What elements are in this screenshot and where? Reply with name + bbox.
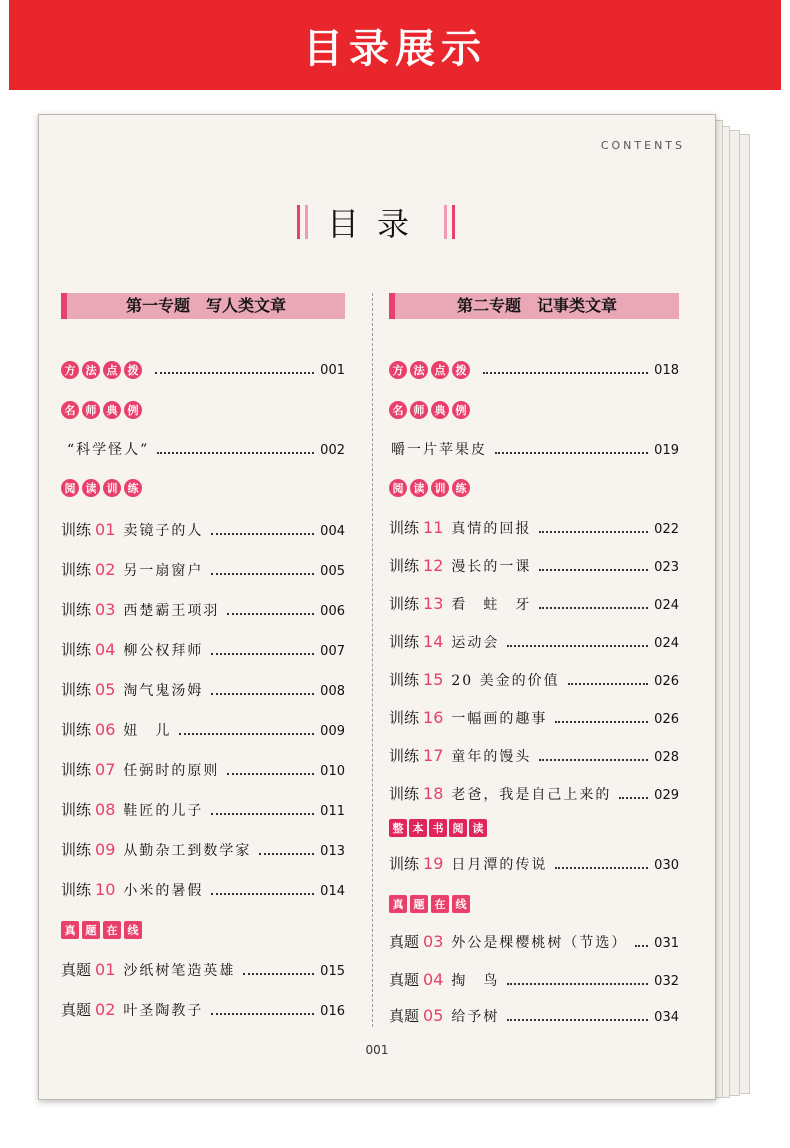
entry-page: 001 bbox=[320, 363, 345, 378]
label-char: 读 bbox=[469, 819, 487, 837]
entry-page: 024 bbox=[654, 636, 679, 651]
leader-dots bbox=[211, 1013, 314, 1015]
entry-title: 任弼时的原则 bbox=[123, 763, 220, 779]
toc-entry[interactable] bbox=[389, 969, 679, 990]
group-label-exam bbox=[61, 921, 142, 939]
entry-number: 02 bbox=[95, 560, 116, 579]
entry-title: 妞 儿 bbox=[123, 723, 172, 739]
entry-title: 卖镜子的人 bbox=[123, 523, 204, 539]
group-label-training bbox=[389, 479, 470, 497]
toc-entry[interactable] bbox=[389, 555, 679, 576]
toc-entry[interactable] bbox=[389, 517, 679, 538]
toc-page bbox=[38, 114, 716, 1100]
entry-title: 鞋匠的儿子 bbox=[123, 803, 204, 819]
toc-heading bbox=[39, 199, 715, 245]
leader-dots bbox=[507, 1019, 648, 1021]
label-char: 线 bbox=[124, 921, 142, 939]
entry-title: 淘气鬼汤姆 bbox=[123, 683, 204, 699]
entry-page: 006 bbox=[320, 604, 345, 619]
label-char: 点 bbox=[431, 361, 449, 379]
column-divider bbox=[372, 293, 373, 1027]
entry-number: 15 bbox=[423, 670, 444, 689]
entry-number: 10 bbox=[95, 880, 116, 899]
leader-dots bbox=[507, 645, 648, 647]
entry-kind: 训练 bbox=[61, 801, 92, 819]
toc-entry[interactable] bbox=[147, 363, 345, 378]
group-label-example bbox=[389, 401, 470, 419]
toc-entry[interactable] bbox=[61, 839, 345, 860]
label-char: 方 bbox=[61, 361, 79, 379]
label-char: 阅 bbox=[389, 479, 407, 497]
label-char: 整 bbox=[389, 819, 407, 837]
entry-title: 沙纸树笔造英雄 bbox=[123, 963, 236, 979]
label-char: 读 bbox=[82, 479, 100, 497]
entry-page: 031 bbox=[654, 936, 679, 951]
toc-entry[interactable] bbox=[61, 559, 345, 580]
entry-page: 022 bbox=[654, 522, 679, 537]
toc-entry[interactable] bbox=[61, 999, 345, 1020]
entry-number: 17 bbox=[423, 746, 444, 765]
entry-title: 漫长的一课 bbox=[451, 559, 532, 575]
entry-kind: 训练 bbox=[61, 761, 92, 779]
toc-entry[interactable] bbox=[389, 1005, 679, 1026]
label-char: 真 bbox=[61, 921, 79, 939]
leader-dots bbox=[211, 813, 314, 815]
entry-number: 09 bbox=[95, 840, 116, 859]
label-char: 真 bbox=[389, 895, 407, 913]
leader-dots bbox=[227, 613, 314, 615]
toc-entry[interactable] bbox=[389, 853, 679, 874]
entry-kind: 真题 bbox=[61, 1001, 92, 1019]
label-char: 题 bbox=[82, 921, 100, 939]
entry-kind: 训练 bbox=[389, 595, 420, 613]
label-char: 名 bbox=[389, 401, 407, 419]
label-char: 在 bbox=[431, 895, 449, 913]
entry-kind: 训练 bbox=[61, 561, 92, 579]
label-char: 法 bbox=[410, 361, 428, 379]
leader-dots bbox=[507, 983, 648, 985]
entry-kind: 训练 bbox=[389, 855, 420, 873]
entry-kind: 真题 bbox=[389, 1007, 420, 1025]
entry-title: 运动会 bbox=[451, 635, 500, 651]
entry-page: 032 bbox=[654, 974, 679, 989]
leader-dots bbox=[259, 853, 314, 855]
toc-entry[interactable] bbox=[389, 669, 679, 690]
entry-page: 030 bbox=[654, 858, 679, 873]
toc-entry[interactable] bbox=[61, 959, 345, 980]
group-label-method bbox=[61, 361, 142, 379]
entry-title: 柳公权拜师 bbox=[123, 643, 204, 659]
entry-page: 034 bbox=[654, 1010, 679, 1025]
entry-page: 005 bbox=[320, 564, 345, 579]
entry-title: 叶圣陶教子 bbox=[123, 1003, 204, 1019]
group-label-training bbox=[61, 479, 142, 497]
leader-dots bbox=[211, 533, 314, 535]
leader-dots bbox=[483, 372, 648, 374]
entry-page: 013 bbox=[320, 844, 345, 859]
entry-page: 019 bbox=[654, 443, 679, 458]
label-char: 例 bbox=[452, 401, 470, 419]
entry-kind: 训练 bbox=[389, 785, 420, 803]
label-char: 师 bbox=[410, 401, 428, 419]
entry-kind: 训练 bbox=[61, 601, 92, 619]
entry-page: 015 bbox=[320, 964, 345, 979]
entry-number: 14 bbox=[423, 632, 444, 651]
entry-page: 002 bbox=[320, 443, 345, 458]
label-char: 名 bbox=[61, 401, 79, 419]
entry-page: 029 bbox=[654, 788, 679, 803]
entry-page: 009 bbox=[320, 724, 345, 739]
entry-kind: 真题 bbox=[389, 933, 420, 951]
toc-entry[interactable] bbox=[389, 631, 679, 652]
entry-title: 掏 鸟 bbox=[451, 973, 500, 989]
leader-dots bbox=[539, 607, 648, 609]
entry-number: 12 bbox=[423, 556, 444, 575]
entry-kind: 训练 bbox=[389, 671, 420, 689]
entry-page: 007 bbox=[320, 644, 345, 659]
entry-title: 给予树 bbox=[451, 1009, 500, 1025]
entry-number: 02 bbox=[95, 1000, 116, 1019]
leader-dots bbox=[211, 693, 314, 695]
leader-dots bbox=[555, 867, 648, 869]
entry-page: 026 bbox=[654, 712, 679, 727]
group-label-whole-book bbox=[389, 819, 487, 837]
entry-title: 日月潭的传说 bbox=[451, 857, 548, 873]
entry-page: 008 bbox=[320, 684, 345, 699]
label-char: 师 bbox=[82, 401, 100, 419]
entry-kind: 训练 bbox=[389, 709, 420, 727]
toc-entry[interactable] bbox=[61, 879, 345, 900]
entry-title: “科学怪人” bbox=[67, 442, 150, 458]
label-char: 典 bbox=[103, 401, 121, 419]
toc-entry[interactable] bbox=[389, 783, 679, 804]
toc-entry[interactable] bbox=[389, 745, 679, 766]
entry-kind: 训练 bbox=[389, 633, 420, 651]
entry-title: 20 美金的价值 bbox=[451, 673, 560, 689]
leader-dots bbox=[155, 372, 314, 374]
entry-page: 028 bbox=[654, 750, 679, 765]
heading-ornament-right bbox=[446, 205, 451, 239]
page-number: 001 bbox=[365, 1043, 389, 1057]
entry-page: 010 bbox=[320, 764, 345, 779]
label-char: 题 bbox=[410, 895, 428, 913]
label-char: 练 bbox=[452, 479, 470, 497]
toc-entry[interactable] bbox=[61, 799, 345, 820]
group-label-exam bbox=[389, 895, 470, 913]
leader-dots bbox=[211, 573, 314, 575]
leader-dots bbox=[539, 531, 648, 533]
entry-number: 05 bbox=[95, 680, 116, 699]
toc-title: 目录 bbox=[326, 205, 427, 243]
entry-number: 18 bbox=[423, 784, 444, 803]
entry-title: 从勤杂工到数学家 bbox=[123, 843, 252, 859]
entry-kind: 真题 bbox=[61, 961, 92, 979]
toc-column-right bbox=[389, 293, 679, 1025]
label-char: 训 bbox=[431, 479, 449, 497]
entry-number: 13 bbox=[423, 594, 444, 613]
label-char: 例 bbox=[124, 401, 142, 419]
entry-title: 西楚霸王项羽 bbox=[123, 603, 220, 619]
toc-entry[interactable] bbox=[67, 439, 345, 459]
leader-dots bbox=[495, 452, 648, 454]
entry-number: 04 bbox=[95, 640, 116, 659]
toc-entry[interactable] bbox=[61, 599, 345, 620]
entry-kind: 训练 bbox=[61, 881, 92, 899]
label-char: 点 bbox=[103, 361, 121, 379]
entry-title: 看 蛀 牙 bbox=[451, 597, 532, 613]
leader-dots bbox=[539, 759, 648, 761]
label-char: 拨 bbox=[124, 361, 142, 379]
leader-dots bbox=[539, 569, 648, 571]
entry-number: 07 bbox=[95, 760, 116, 779]
entry-kind: 训练 bbox=[61, 681, 92, 699]
label-char: 拨 bbox=[452, 361, 470, 379]
leader-dots bbox=[619, 797, 648, 799]
entry-page: 014 bbox=[320, 884, 345, 899]
toc-entry[interactable] bbox=[61, 519, 345, 540]
group-label-example bbox=[61, 401, 142, 419]
entry-number: 01 bbox=[95, 520, 116, 539]
leader-dots bbox=[243, 973, 314, 975]
entry-number: 16 bbox=[423, 708, 444, 727]
heading-ornament-left bbox=[303, 205, 308, 239]
toc-entry[interactable] bbox=[475, 363, 679, 378]
entry-page: 004 bbox=[320, 524, 345, 539]
entry-page: 016 bbox=[320, 1004, 345, 1019]
entry-title: 老爸，我是自己上来的 bbox=[451, 787, 612, 803]
label-char: 方 bbox=[389, 361, 407, 379]
entry-number: 03 bbox=[423, 932, 444, 951]
toc-entry[interactable] bbox=[389, 593, 679, 614]
entry-page: 018 bbox=[654, 363, 679, 378]
entry-title: 小米的暑假 bbox=[123, 883, 204, 899]
entry-kind: 训练 bbox=[61, 841, 92, 859]
toc-entry[interactable] bbox=[391, 439, 679, 459]
entry-page: 024 bbox=[654, 598, 679, 613]
leader-dots bbox=[157, 452, 314, 454]
label-char: 书 bbox=[429, 819, 447, 837]
entry-number: 06 bbox=[95, 720, 116, 739]
entry-title: 另一扇窗户 bbox=[123, 563, 204, 579]
entry-number: 04 bbox=[423, 970, 444, 989]
toc-entry[interactable] bbox=[389, 707, 679, 728]
entry-kind: 真题 bbox=[389, 971, 420, 989]
label-char: 练 bbox=[124, 479, 142, 497]
entry-number: 08 bbox=[95, 800, 116, 819]
label-char: 典 bbox=[431, 401, 449, 419]
entry-number: 11 bbox=[423, 518, 444, 537]
group-label-method bbox=[389, 361, 470, 379]
entry-kind: 训练 bbox=[61, 721, 92, 739]
label-char: 线 bbox=[452, 895, 470, 913]
entry-number: 01 bbox=[95, 960, 116, 979]
entry-title: 童年的馒头 bbox=[451, 749, 532, 765]
label-char: 法 bbox=[82, 361, 100, 379]
label-char: 读 bbox=[410, 479, 428, 497]
leader-dots bbox=[635, 945, 648, 947]
toc-entry[interactable] bbox=[61, 679, 345, 700]
toc-column-left bbox=[61, 293, 345, 1019]
section-heading: 第一专题 写人类文章 bbox=[61, 293, 345, 319]
banner-title: 目录展示 bbox=[303, 25, 487, 72]
label-char: 训 bbox=[103, 479, 121, 497]
entry-number: 19 bbox=[423, 854, 444, 873]
entry-page: 026 bbox=[654, 674, 679, 689]
entry-kind: 训练 bbox=[389, 557, 420, 575]
entry-kind: 训练 bbox=[389, 519, 420, 537]
section-heading: 第二专题 记事类文章 bbox=[389, 293, 679, 319]
entry-title: 真情的回报 bbox=[451, 521, 532, 537]
entry-page: 011 bbox=[320, 804, 345, 819]
entry-kind: 训练 bbox=[389, 747, 420, 765]
toc-entry[interactable] bbox=[61, 759, 345, 780]
label-char: 本 bbox=[409, 819, 427, 837]
entry-page: 023 bbox=[654, 560, 679, 575]
entry-kind: 训练 bbox=[61, 641, 92, 659]
toc-entry[interactable] bbox=[61, 639, 345, 660]
toc-entry[interactable] bbox=[389, 931, 679, 952]
label-char: 在 bbox=[103, 921, 121, 939]
entry-kind: 训练 bbox=[61, 521, 92, 539]
leader-dots bbox=[179, 733, 314, 735]
entry-title: 外公是棵樱桃树（节选） bbox=[451, 935, 628, 951]
leader-dots bbox=[211, 653, 314, 655]
entry-title: 一幅画的趣事 bbox=[451, 711, 548, 727]
contents-label: CONTENTS bbox=[600, 139, 685, 152]
label-char: 阅 bbox=[449, 819, 467, 837]
leader-dots bbox=[555, 721, 648, 723]
leader-dots bbox=[227, 773, 314, 775]
label-char: 阅 bbox=[61, 479, 79, 497]
toc-entry[interactable] bbox=[61, 719, 345, 740]
entry-number: 03 bbox=[95, 600, 116, 619]
leader-dots bbox=[211, 893, 314, 895]
leader-dots bbox=[568, 683, 649, 685]
entry-title: 嚼一片苹果皮 bbox=[391, 442, 487, 458]
entry-number: 05 bbox=[423, 1006, 444, 1025]
header-banner bbox=[9, 0, 781, 90]
